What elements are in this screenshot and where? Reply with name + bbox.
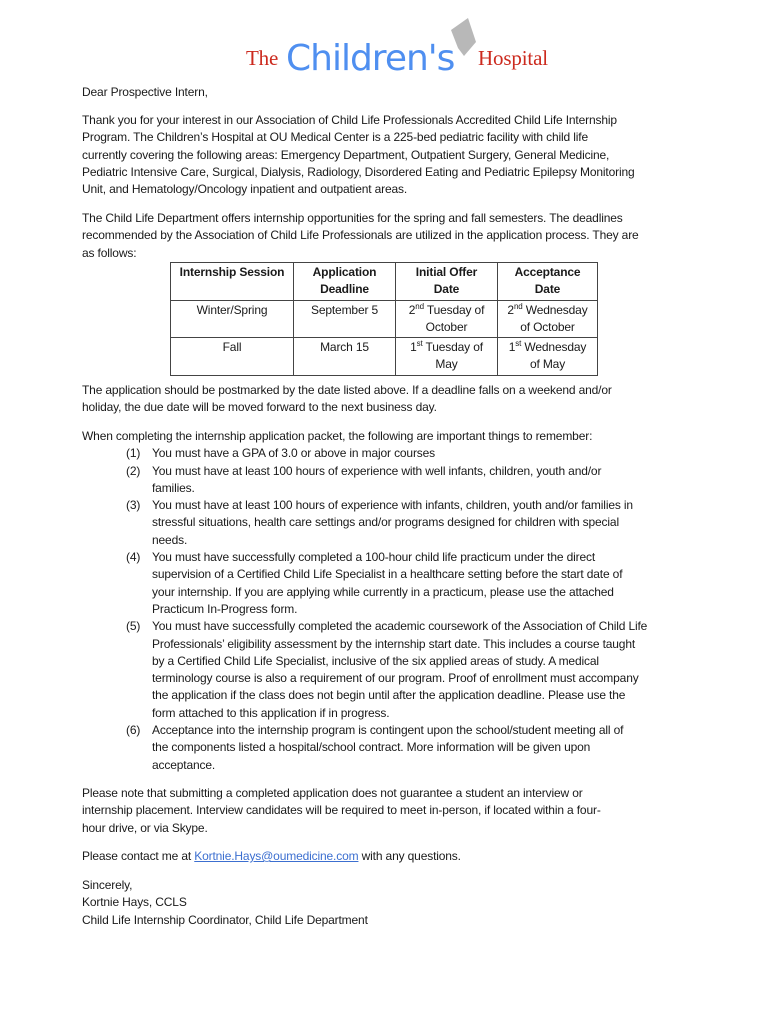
text-line: Program. The Children’s Hospital at OU Medical Center is a 225-bed pediatric facility with child life [82, 130, 588, 145]
text-line: holiday, the due date will be moved forward to the next business day. [82, 400, 437, 415]
text-line: The application should be postmarked by the date listed above. If a deadline falls on a weekend and/or [82, 383, 612, 397]
list-item-line: stressful situations, health care settings and/or programs designed for children with special [152, 515, 619, 530]
list-item-line: the components listed a hospital/school contract. More information will be given upon [152, 740, 591, 755]
signer-name: Kortnie Hays, CCLS [82, 895, 187, 910]
list-item-line: acceptance. [152, 757, 216, 772]
list-item-line: needs. [152, 532, 188, 547]
list-item-line: Practicum In-Progress form. [152, 601, 298, 616]
list-item-line: Acceptance into the internship program is contingent upon the school/student meeting all of [152, 723, 624, 738]
cell-session: Fall [171, 338, 294, 376]
list-item-line: your internship. If you are applying while currently in a practicum, please use the attached [152, 584, 614, 599]
header-offer: Initial Offer Date [396, 263, 498, 301]
text-line: recommended by the Association of Child Life Professionals are utilized in the application process. They are [82, 228, 639, 243]
logo-hospital: Hospital [478, 46, 548, 70]
list-number: (1) [126, 446, 141, 461]
cell-deadline: September 5 [294, 300, 396, 338]
list-item-line: You must have successfully completed a 100-hour child life practicum under the direct [152, 550, 596, 565]
list-item [82, 618, 647, 722]
list-item-line: by a Certified Child Life Specialist, inclusive of the six applied areas of study. A medical [152, 653, 599, 668]
deadlines-paragraph [82, 210, 639, 262]
logo-the: The [246, 46, 279, 70]
logo-childrens: Children's [286, 38, 455, 78]
text-line: internship placement. Interview candidates will be required to meet in-person, if located within a four- [82, 803, 601, 818]
logo-graphic [246, 18, 576, 78]
text-line: Thank you for your interest in our Association of Child Life Professionals Accredited Child Life Internship [82, 113, 617, 127]
list-number: (2) [126, 463, 141, 478]
cell-offer: 1st Tuesday of May [396, 338, 498, 376]
list-item-line: the application if the class does not begin until after the application deadline. Please use the [152, 688, 626, 703]
list-item-line: You must have at least 100 hours of experience with infants, children, youth and/or families in [152, 498, 633, 513]
cell-acceptance: 2nd Wednesday of October [498, 300, 598, 338]
cell-deadline: March 15 [294, 338, 396, 376]
list-number: (4) [126, 550, 141, 565]
note-paragraph [82, 785, 601, 837]
closing [82, 877, 368, 929]
cell-acceptance: 1st Wednesday of May [498, 338, 598, 376]
list-number: (3) [126, 498, 141, 513]
text-line: hour drive, or via Skype. [82, 820, 208, 835]
requirements-section [82, 428, 647, 774]
header-session: Internship Session [171, 263, 294, 301]
header-deadline: Application Deadline [294, 263, 396, 301]
text-line: The Child Life Department offers internship opportunities for the spring and fall semesters. The deadlines [82, 211, 623, 225]
table-row [171, 338, 598, 376]
list-item [82, 549, 647, 618]
text-line: Pediatric Intensive Care, Surgical, Dialysis, Radiology, Disordered Eating and Pediatric Epilepsy Monitoring [82, 164, 635, 179]
kite-icon [451, 18, 476, 56]
list-item [82, 445, 647, 462]
greeting: Dear Prospective Intern, [82, 85, 208, 99]
text-line: as follows: [82, 245, 137, 260]
list-item-line: supervision of a Certified Child Life Specialist in a healthcare setting before the start date of [152, 567, 623, 582]
deadlines-table [170, 262, 598, 376]
cell-session: Winter/Spring [171, 300, 294, 338]
table-row [171, 300, 598, 338]
childrens-hospital-logo [246, 18, 576, 78]
list-item-line: terminology course is also a requirement of our program. Proof of enrollment must accompany [152, 671, 639, 686]
list-intro: When completing the internship application packet, the following are important things to remember: [82, 429, 593, 443]
list-item-line: Professionals’ eligibility assessment by the internship start date. This includes a course taught [152, 636, 636, 651]
list-number: (6) [126, 723, 141, 738]
list-item [82, 497, 647, 549]
list-item [82, 722, 647, 774]
requirements-list [82, 445, 647, 774]
list-item-line: You must have a GPA of 3.0 or above in major courses [152, 446, 436, 461]
list-item-line: form attached to this application if in progress. [152, 705, 390, 720]
list-number: (5) [126, 619, 141, 634]
text-line: currently covering the following areas: Emergency Department, Outpatient Surgery, General Medicine, [82, 147, 610, 162]
closing-salutation: Sincerely, [82, 878, 133, 892]
cell-offer: 2nd Tuesday of October [396, 300, 498, 338]
header-acceptance: Acceptance Date [498, 263, 598, 301]
list-item-line: You must have at least 100 hours of experience with well infants, children, youth and/or [152, 463, 602, 478]
list-item-line: You must have successfully completed the academic coursework of the Association of Child Life [152, 619, 648, 634]
intro-paragraph [82, 112, 635, 198]
list-item [82, 463, 647, 498]
signer-title: Child Life Internship Coordinator, Child Life Department [82, 912, 368, 927]
text-line: Please note that submitting a completed application does not guarantee a student an interview or [82, 786, 583, 800]
contact-line: Please contact me at Kortnie.Hays@oumedicine.com with any questions. [82, 849, 461, 863]
table-header-row [171, 263, 598, 301]
email-link[interactable]: Kortnie.Hays@oumedicine.com [194, 849, 359, 863]
text-line: Unit, and Hematology/Oncology inpatient and outpatient areas. [82, 182, 408, 197]
postmark-paragraph [82, 382, 612, 417]
list-item-line: families. [152, 480, 195, 495]
